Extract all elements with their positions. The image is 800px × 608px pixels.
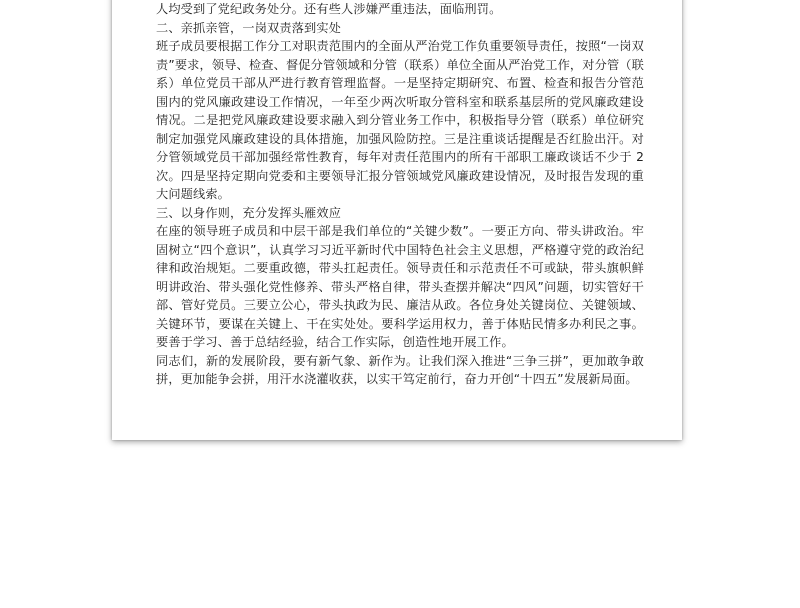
document-page bbox=[112, 0, 682, 440]
section-heading-3: 三、以身作则，充分发挥头雁效应 bbox=[156, 205, 342, 220]
paragraph-section-2: 班子成员要根据工作分工对职责范围内的全面从严治党工作负重要领导责任，按照“一岗双责”要求，领导、检查、督促分管领域和分管（联系）单位全面从严治党工作，对分管（联系）单位党员干部从严进行教育管理监督。一是坚持定期研究、布置、检查和报告分管范围内的党风廉政建设工作情况，一年至少两次听取分管科室和联系基层所的党风廉政建设情况。二是把党风廉政建设要求融入到分管业务工作中，积极指导分管（联系）单位研究制定加强党风廉政建设的具体措施，加强风险防控。三是注重谈话提醒是否红脸出汗。对分管领域党员干部加强经常性教育，每年对责任范围内的所有干部职工廉政谈话不少于 2 次。四是坚持定期向党委和主要领导汇报分管领域党风廉政建设情况，及时报告发现的重大问题线索。 bbox=[156, 39, 644, 201]
document-body bbox=[156, 0, 644, 389]
section-heading-2: 二、亲抓亲管，一岗双责落到实处 bbox=[156, 20, 342, 35]
paragraph-conclusion: 同志们，新的发展阶段，要有新气象、新作为。让我们深入推进“三争三拼”，更加敢争敢拼，更加能争会拼，用汗水浇灌收获，以实干笃定前行，奋力开创“十四五”发展新局面。 bbox=[156, 353, 644, 386]
paragraph-closing-previous: 人均受到了党纪政务处分。还有些人涉嫌严重违法，面临刑罚。 bbox=[156, 2, 502, 16]
paragraph-section-3: 在座的领导班子成员和中层干部是我们单位的“关键少数”。一要正方向、带头讲政治。牢固树立“四个意识”，认真学习习近平新时代中国特色社会主义思想，严格遵守党的政治纪律和政治规矩。二要重政德，带头扛起责任。领导责任和示范责任不可或缺，带头旗帜鲜明讲政治、带头强化党性修养、带头严格自律，带头查摆并解决“四风”问题，切实管好干部、管好党员。三要立公心，带头执政为民、廉洁从政。各位身处关键岗位、关键领域、关键环节，要谋在关键上、干在实处处。要科学运用权力，善于体贴民情多办利民之事。要善于学习、善于总结经验，结合工作实际，创造性地开展工作。 bbox=[156, 224, 644, 349]
